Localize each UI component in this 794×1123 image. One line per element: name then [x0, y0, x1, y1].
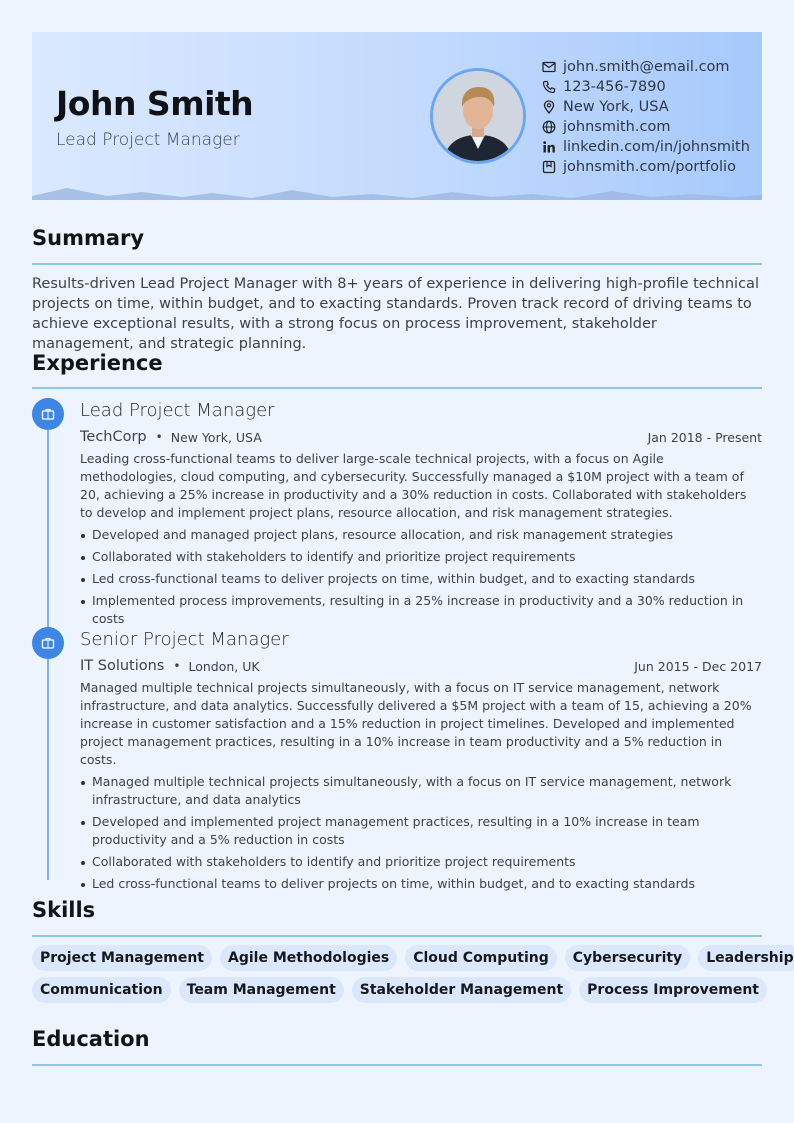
job-achievement-item: Collaborated with stakeholders to identify and prioritize project requirements	[80, 853, 762, 871]
education-divider	[32, 1064, 762, 1066]
contact-linkedin-text: linkedin.com/in/johnsmith	[563, 139, 750, 155]
job-location: London, UK	[188, 658, 260, 674]
skill-chip: Stakeholder Management	[352, 977, 571, 1003]
skill-chip: Cloud Computing	[405, 945, 557, 971]
summary-text: Results-driven Lead Project Manager with 8+ years of experience in delivering high-profile technical projects on time, within budget, and to exacting standards. Proven track record of driving teams to achieve exceptional results, with a strong focus on process improvement, stakeholder management, and strategic planning.	[32, 276, 759, 352]
location-pin-icon	[542, 100, 556, 114]
job-location: New York, USA	[170, 429, 262, 445]
skill-chip: Leadership	[698, 945, 794, 971]
job-meta-separator: •	[173, 659, 181, 673]
skills-list	[32, 945, 794, 1009]
job-achievement-item: Collaborated with stakeholders to identify and prioritize project requirements	[80, 548, 762, 566]
linkedin-icon	[542, 140, 556, 154]
skill-chip: Communication	[32, 977, 171, 1003]
job-meta	[80, 424, 762, 450]
job-dates: Jan 2018 - Present	[647, 429, 762, 445]
skill-chip: Process Improvement	[579, 977, 767, 1003]
job-achievement-item: Managed multiple technical projects simultaneously, with a focus on IT service management, network infrastructure, and data analytics	[80, 773, 762, 809]
globe-icon	[542, 120, 556, 134]
contact-linkedin[interactable]	[542, 137, 750, 157]
summary-heading: Summary	[32, 226, 145, 250]
phone-icon	[542, 80, 556, 94]
portfolio-icon	[542, 160, 556, 174]
job-achievement-item: Implemented process improvements, resulting in a 25% increase in productivity and a 30% reduction in costs	[80, 592, 762, 628]
skill-chip: Team Management	[179, 977, 344, 1003]
job-achievement-item: Developed and managed project plans, resource allocation, and risk management strategies	[80, 526, 762, 544]
job-title: Lead Project Manager	[80, 400, 275, 421]
contact-phone[interactable]	[542, 77, 750, 97]
job-dates: Jun 2015 - Dec 2017	[634, 658, 762, 674]
job-achievement-item: Led cross-functional teams to deliver projects on time, within budget, and to exacting standards	[80, 570, 762, 588]
skill-chip: Agile Methodologies	[220, 945, 397, 971]
candidate-name: John Smith	[56, 84, 254, 123]
contact-phone-text: 123-456-7890	[563, 79, 666, 95]
contact-location	[542, 97, 750, 117]
contact-portfolio-text: johnsmith.com/portfolio	[563, 159, 736, 175]
mail-icon	[542, 60, 556, 74]
education-heading: Education	[32, 1027, 150, 1051]
job-company: TechCorp	[80, 429, 147, 445]
job-achievements	[80, 526, 762, 628]
job-achievements	[80, 773, 762, 893]
contact-location-text: New York, USA	[563, 99, 669, 115]
summary-divider	[32, 263, 762, 265]
contact-list	[542, 57, 750, 177]
job-meta	[80, 653, 762, 679]
skills-row	[32, 945, 794, 971]
job-entry-2	[80, 627, 762, 897]
job-entry-1	[80, 398, 762, 632]
contact-email-text: john.smith@email.com	[563, 59, 730, 75]
job-achievement-item: Developed and implemented project management practices, resulting in a 10% increase in team productivity and a 5% reduction in costs	[80, 813, 762, 849]
skills-row	[32, 977, 762, 1003]
briefcase-icon	[41, 407, 55, 421]
skill-chip: Project Management	[32, 945, 212, 971]
job-1-marker	[32, 398, 64, 430]
job-achievement-item: Led cross-functional teams to deliver projects on time, within budget, and to exacting standards	[80, 875, 762, 893]
job-2-marker	[32, 627, 64, 659]
skills-divider	[32, 935, 762, 937]
contact-website-text: johnsmith.com	[563, 119, 671, 135]
resume-header	[32, 32, 762, 200]
contact-portfolio[interactable]	[542, 157, 750, 177]
experience-divider	[32, 387, 762, 389]
job-description: Leading cross-functional teams to deliver large-scale technical projects, with a focus on Agile methodologies, cloud computing, and cybersecurity. Successfully managed a $10M project with a team of 20, achieving a 25% increase in productivity and a 30% reduction in costs. Collaborated with stakeholders to develop and implement project plans, resource allocation, and risk management strategies.	[80, 451, 747, 520]
contact-email[interactable]	[542, 57, 750, 77]
header-mountain-decoration	[32, 184, 762, 200]
briefcase-icon	[41, 636, 55, 650]
profile-photo-image	[433, 71, 523, 161]
job-meta-separator: •	[155, 430, 163, 444]
profile-photo	[430, 68, 526, 164]
candidate-title: Lead Project Manager	[56, 130, 240, 150]
skill-chip: Cybersecurity	[565, 945, 690, 971]
job-title: Senior Project Manager	[80, 629, 289, 650]
contact-website[interactable]	[542, 117, 750, 137]
experience-heading: Experience	[32, 351, 163, 375]
skills-heading: Skills	[32, 898, 96, 922]
job-company: IT Solutions	[80, 658, 165, 674]
job-description: Managed multiple technical projects simultaneously, with a focus on IT service management, network infrastructure, and data analytics. Successfully delivered a $5M project with a team of 15, achieving a 20% increase in customer satisfaction and a 15% reduction in project timelines. Developed and implemented project management practices, resulting in a 10% increase in team productivity and a 5% reduction in costs.	[80, 680, 752, 767]
